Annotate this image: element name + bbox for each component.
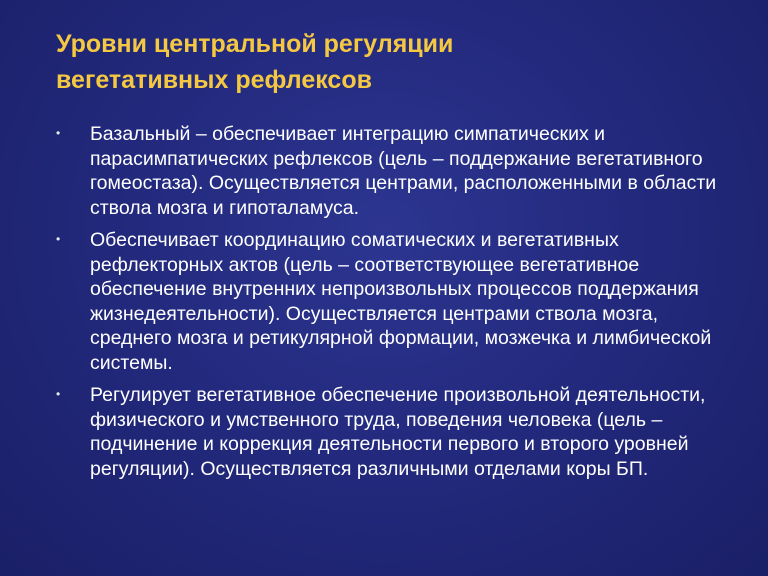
bullet-text: Базальный – обеспечивает интеграцию симпатических и парасимпатических рефлексов (цель – поддержание вегетативного гомеостаза). Осуществляется центрами, расположенными в области ствола мозга и гипоталамуса. <box>90 123 717 219</box>
bullet-text: Регулирует вегетативное обеспечение произвольной деятельности, физического и умственного труда, поведения человека (цель – подчинение и коррекция деятельности первого и второго уровней регуляции). Осуществляется различными отделами коры БП. <box>90 384 706 480</box>
bullet-list <box>56 122 736 489</box>
slide-title <box>56 26 736 98</box>
slide-title-line-1: Уровни центральной регуляции <box>56 30 454 58</box>
bullet-icon: • <box>56 232 61 246</box>
bullet-text: Обеспечивает координацию соматических и вегетативных рефлекторных актов (цель – соответствующее вегетативное обеспечение внутренних непроизвольных процессов поддержания жизнедеятельности). Осуществляется центрами ствола мозга, среднего мозга и ретикулярной формации, мозжечка и лимбической системы. <box>90 229 712 374</box>
bullet-item-coordination-level <box>56 228 736 375</box>
bullet-item-cortical-level <box>56 383 736 481</box>
bullet-item-basal-level <box>56 122 736 220</box>
slide-title-line-2: вегетативных рефлексов <box>56 66 372 94</box>
bullet-icon: • <box>56 126 61 140</box>
bullet-icon: • <box>56 387 61 401</box>
